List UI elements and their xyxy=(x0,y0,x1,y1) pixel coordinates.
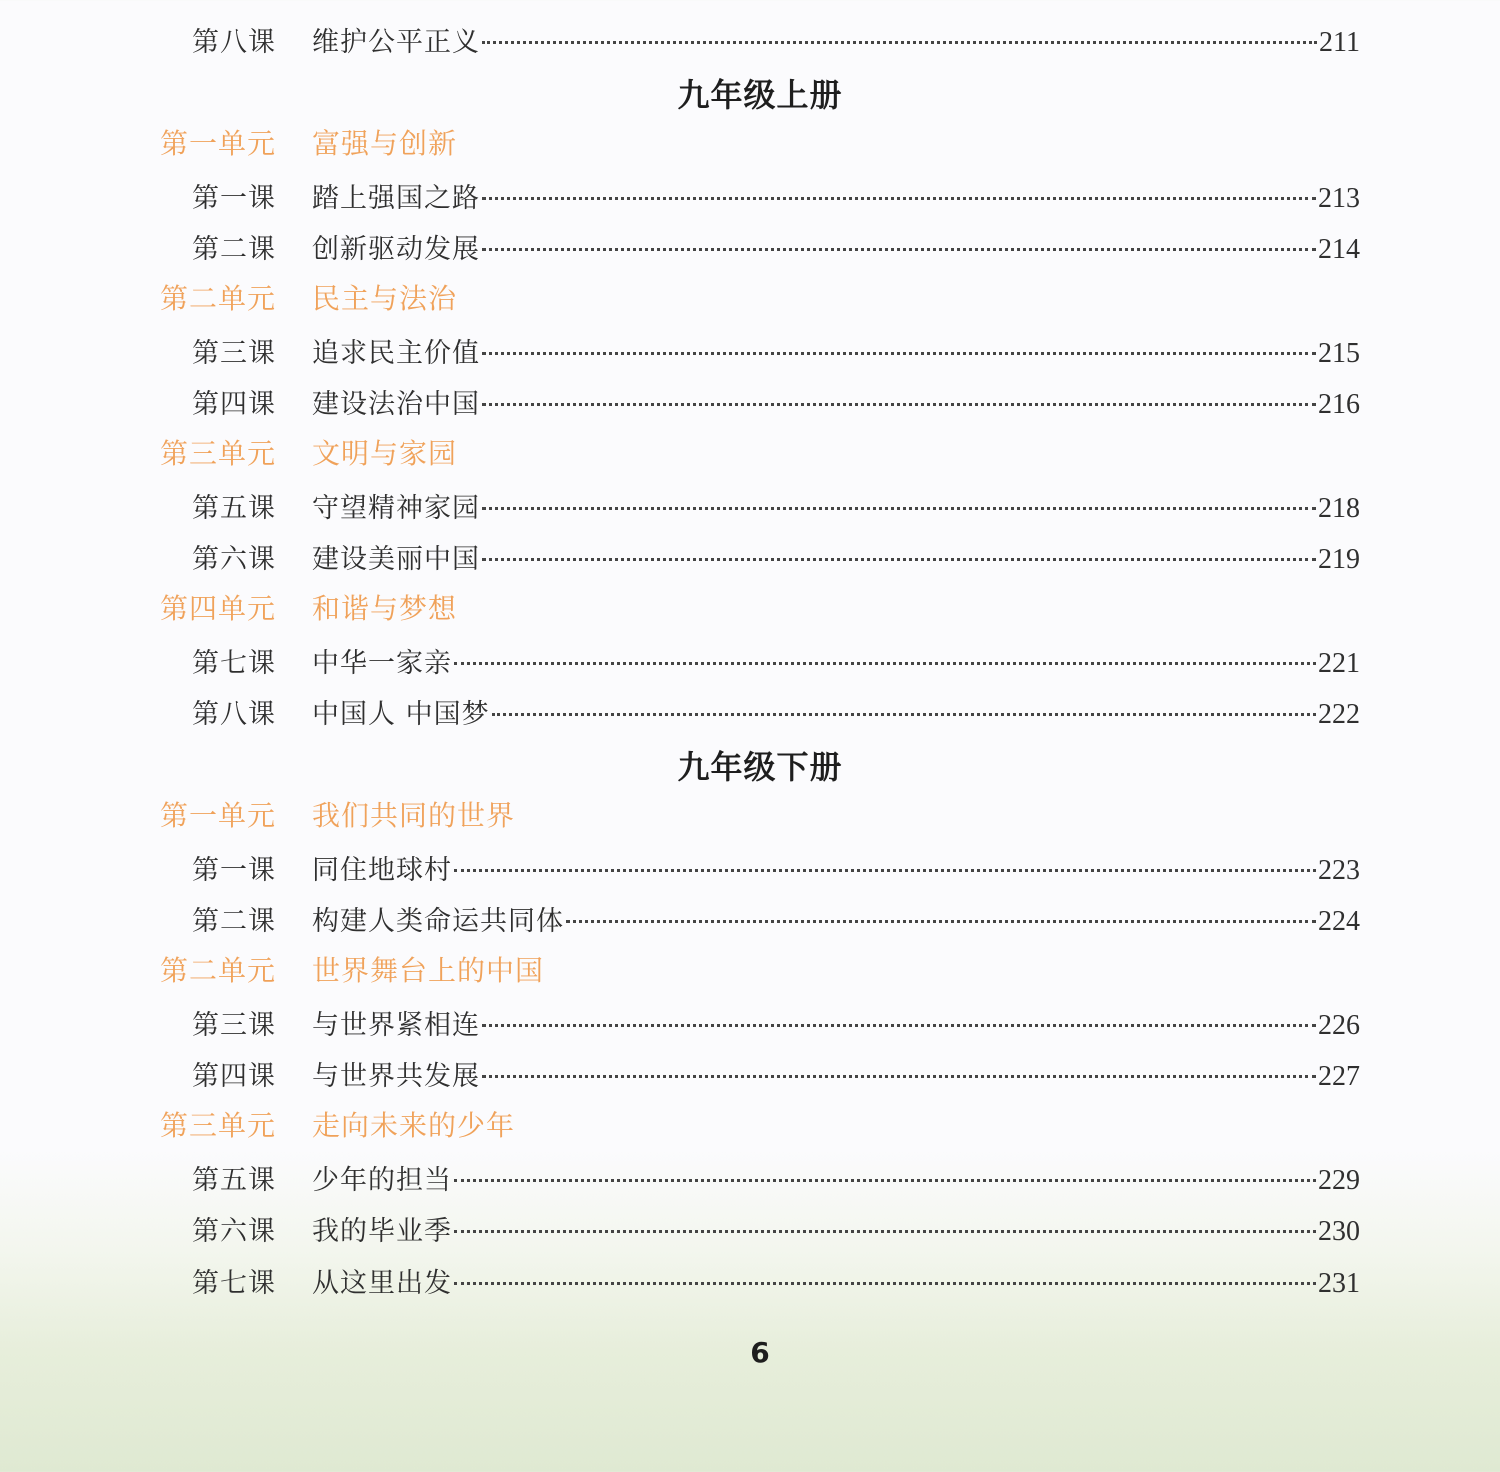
lesson-number: 第五课 xyxy=(192,493,276,524)
lesson-title: 踏上强国之路 xyxy=(312,183,480,214)
page-ref: 226 xyxy=(1318,1010,1360,1041)
leader-dots xyxy=(454,1282,1316,1285)
leader-dots xyxy=(454,869,1316,872)
unit-name: 第一单元 xyxy=(160,799,277,832)
toc-lesson-row[interactable] xyxy=(0,635,1500,679)
lesson-title: 建设美丽中国 xyxy=(312,544,480,575)
lesson-title: 与世界共发展 xyxy=(312,1061,480,1092)
lesson-number: 第七课 xyxy=(192,648,276,679)
leader-dots xyxy=(482,352,1316,355)
unit-title: 富强与创新 xyxy=(312,127,458,160)
page-ref: 216 xyxy=(1318,389,1360,420)
page-ref: 224 xyxy=(1318,906,1360,937)
lesson-number: 第六课 xyxy=(192,544,276,575)
leader-dots xyxy=(482,507,1316,510)
leader-dots xyxy=(482,248,1316,251)
page-ref: 219 xyxy=(1318,544,1360,575)
lesson-number: 第八课 xyxy=(192,27,276,58)
unit-name: 第一单元 xyxy=(160,127,277,160)
unit-heading xyxy=(0,790,1500,834)
lesson-number: 第八课 xyxy=(192,699,276,730)
leader-dots xyxy=(566,920,1316,923)
lesson-number: 第二课 xyxy=(192,234,276,265)
unit-heading xyxy=(0,428,1500,472)
toc-lesson-row[interactable] xyxy=(0,480,1500,524)
page-ref: 229 xyxy=(1318,1165,1360,1196)
page-ref: 221 xyxy=(1318,648,1360,679)
toc-lesson-row[interactable] xyxy=(0,893,1500,937)
lesson-number: 第七课 xyxy=(192,1268,276,1299)
toc-lesson-row[interactable] xyxy=(0,997,1500,1041)
lesson-title: 中国人 中国梦 xyxy=(312,699,490,730)
lesson-number: 第三课 xyxy=(192,338,276,369)
unit-heading xyxy=(0,583,1500,627)
lesson-title: 追求民主价值 xyxy=(312,338,480,369)
grade-heading: 九年级下册 xyxy=(677,748,843,786)
page-ref: 223 xyxy=(1318,855,1360,886)
toc-lesson-row[interactable] xyxy=(0,1255,1500,1299)
unit-heading xyxy=(0,273,1500,317)
lesson-title: 创新驱动发展 xyxy=(312,234,480,265)
toc-lesson-row[interactable] xyxy=(0,1152,1500,1196)
unit-title: 文明与家园 xyxy=(312,437,458,470)
leader-dots xyxy=(482,1024,1316,1027)
unit-name: 第二单元 xyxy=(160,954,277,987)
unit-name: 第四单元 xyxy=(160,592,277,625)
leader-dots xyxy=(454,662,1316,665)
unit-heading xyxy=(0,118,1500,162)
page-ref: 213 xyxy=(1318,183,1360,214)
lesson-title: 构建人类命运共同体 xyxy=(312,906,564,937)
leader-dots xyxy=(454,1179,1316,1182)
page-ref: 215 xyxy=(1318,338,1360,369)
lesson-number: 第四课 xyxy=(192,389,276,420)
leader-dots xyxy=(482,403,1316,406)
toc-lesson-row[interactable] xyxy=(0,221,1500,265)
unit-heading xyxy=(0,945,1500,989)
page-ref: 211 xyxy=(1319,27,1360,58)
lesson-number: 第五课 xyxy=(192,1165,276,1196)
toc-lesson-row[interactable] xyxy=(0,531,1500,575)
toc-lesson-row[interactable] xyxy=(0,1203,1500,1247)
page-number: 6 xyxy=(750,1336,770,1369)
unit-title: 民主与法治 xyxy=(312,282,458,315)
page-ref: 218 xyxy=(1318,493,1360,524)
lesson-title: 与世界紧相连 xyxy=(312,1010,480,1041)
lesson-title: 同住地球村 xyxy=(312,855,452,886)
toc-lesson-row[interactable] xyxy=(0,325,1500,369)
lesson-title: 中华一家亲 xyxy=(312,648,452,679)
lesson-number: 第一课 xyxy=(192,183,276,214)
lesson-title: 建设法治中国 xyxy=(312,389,480,420)
lesson-title: 守望精神家园 xyxy=(312,493,480,524)
leader-dots xyxy=(492,713,1316,716)
page-ref: 230 xyxy=(1318,1216,1360,1247)
lesson-title: 维护公平正义 xyxy=(312,27,480,58)
lesson-number: 第六课 xyxy=(192,1216,276,1247)
toc-lesson-row[interactable] xyxy=(0,376,1500,420)
toc-lesson-row[interactable] xyxy=(0,686,1500,730)
lesson-title: 少年的担当 xyxy=(312,1165,452,1196)
unit-title: 世界舞台上的中国 xyxy=(312,954,545,987)
unit-name: 第三单元 xyxy=(160,437,277,470)
lesson-number: 第四课 xyxy=(192,1061,276,1092)
lesson-title: 从这里出发 xyxy=(312,1268,452,1299)
page-ref: 227 xyxy=(1318,1061,1360,1092)
toc-lesson-row[interactable] xyxy=(0,1048,1500,1092)
unit-heading xyxy=(0,1100,1500,1144)
toc-lesson-row[interactable] xyxy=(0,170,1500,214)
leader-dots xyxy=(482,41,1317,44)
toc-lesson-row[interactable] xyxy=(0,842,1500,886)
unit-name: 第二单元 xyxy=(160,282,277,315)
leader-dots xyxy=(482,558,1316,561)
leader-dots xyxy=(482,1075,1316,1078)
unit-title: 我们共同的世界 xyxy=(312,799,516,832)
page-ref: 222 xyxy=(1318,699,1360,730)
lesson-number: 第二课 xyxy=(192,906,276,937)
page-ref: 231 xyxy=(1318,1268,1360,1299)
lesson-number: 第一课 xyxy=(192,855,276,886)
leader-dots xyxy=(482,197,1316,200)
unit-title: 和谐与梦想 xyxy=(312,592,458,625)
unit-name: 第三单元 xyxy=(160,1109,277,1142)
lesson-number: 第三课 xyxy=(192,1010,276,1041)
unit-title: 走向未来的少年 xyxy=(312,1109,516,1142)
lesson-title: 我的毕业季 xyxy=(312,1216,452,1247)
page-ref: 214 xyxy=(1318,234,1360,265)
leader-dots xyxy=(454,1230,1316,1233)
toc-lesson-row[interactable] xyxy=(0,14,1500,58)
grade-heading: 九年级上册 xyxy=(677,76,843,114)
